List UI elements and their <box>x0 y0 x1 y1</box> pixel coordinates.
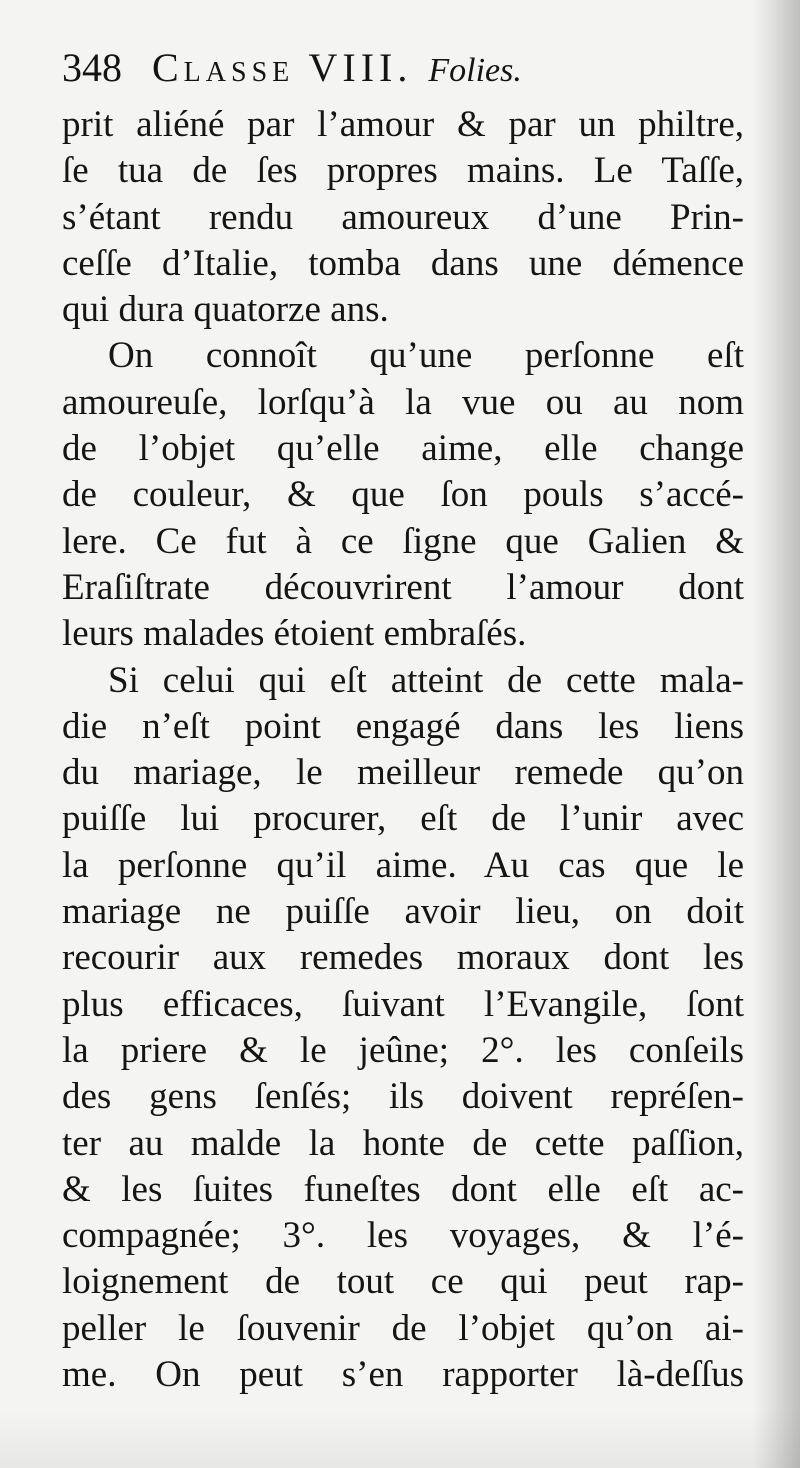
text-line: ſe tua de ſes propres mains. Le Taſſe, <box>62 150 744 192</box>
text-line: & les ſuites funeſtes dont elle eſt ac- <box>62 1168 744 1210</box>
text-line: loignement de tout ce qui peut rap- <box>62 1261 744 1303</box>
page-edge-shadow <box>752 0 800 1468</box>
page-number: 348 <box>62 45 122 90</box>
text-line: Si celui qui eſt atteint de cette mala- <box>108 659 744 701</box>
text-line: me. On peut s’en rapporter là-deſſus <box>62 1354 744 1396</box>
text-line: ceſſe d’Italie, tomba dans une démence <box>62 242 744 284</box>
text-line: die n’eſt point engagé dans les liens <box>62 705 744 747</box>
text-line: mariage ne puiſſe avoir lieu, on doit <box>62 891 744 933</box>
text-line: de l’objet qu’elle aime, elle change <box>62 428 744 470</box>
text-line: plus efficaces, ſuivant l’Evangile, ſont <box>62 983 744 1025</box>
text-line: la priere & le jeûne; 2°. les conſeils <box>62 1029 744 1071</box>
page-bottom-shadow <box>0 1408 800 1468</box>
text-line: amoureuſe, lorſqu’à la vue ou au nom <box>62 381 744 423</box>
class-title: Classe VIII. <box>152 45 413 90</box>
text-line: ter au malde la honte de cette paſſion, <box>62 1122 744 1164</box>
text-line: Eraſiſtrate découvrirent l’amour dont <box>62 566 744 608</box>
text-line: du mariage, le meilleur remede qu’on <box>62 752 744 794</box>
text-line: de couleur, & que ſon pouls s’accé- <box>62 474 744 516</box>
text-line: peller le ſouvenir de l’objet qu’on ai- <box>62 1307 744 1349</box>
text-line: leurs malades étoient embraſés. <box>62 613 527 655</box>
text-line: puiſſe lui procurer, eſt de l’unir avec <box>62 798 744 840</box>
body-text <box>62 102 744 1398</box>
text-line: qui dura quatorze ans. <box>62 289 389 331</box>
text-line: recourir aux remedes moraux dont les <box>62 937 744 979</box>
text-line: prit aliéné par l’amour & par un philtre, <box>62 104 744 145</box>
page-header <box>62 38 752 98</box>
text-line: compagnée; 3°. les voyages, & l’é- <box>62 1215 744 1257</box>
text-line: lere. Ce fut à ce ſigne que Galien & <box>62 520 744 562</box>
text-line: la perſonne qu’il aime. Au cas que le <box>62 844 744 886</box>
text-line: s’étant rendu amoureux d’une Prin- <box>62 196 744 238</box>
text-line: On connoît qu’une perſonne eſt <box>108 335 744 377</box>
running-head: Folies. <box>428 52 522 89</box>
text-line: des gens ſenſés; ils doivent repréſen- <box>62 1076 744 1118</box>
